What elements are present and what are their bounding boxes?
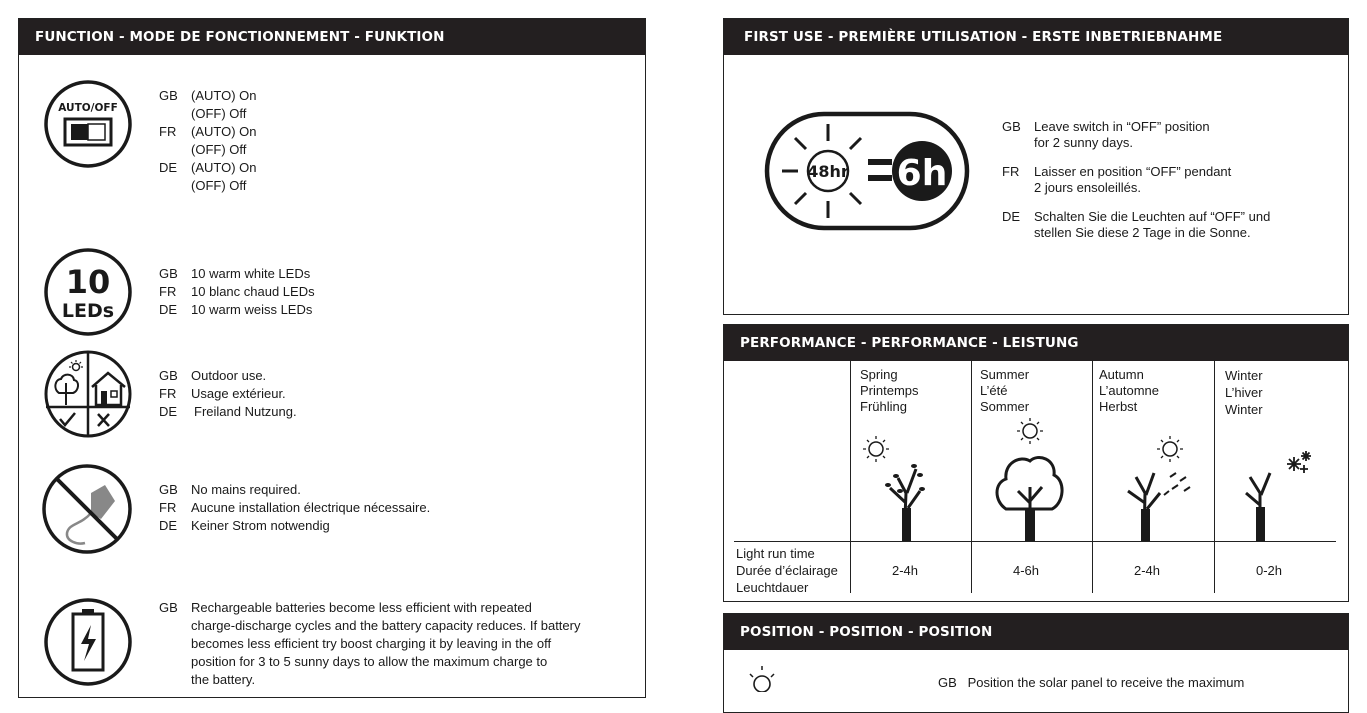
grid-divider xyxy=(971,361,972,593)
lang-code: DE xyxy=(159,160,178,175)
runtime-spring: 2-4h xyxy=(892,563,919,578)
svg-text:48hr: 48hr xyxy=(807,162,849,181)
outdoor-text-block: GB Outdoor use. FR Usage extérieur. DE Freiland Nutzung. xyxy=(159,368,297,419)
season-autumn: Autumn L’automne Herbst xyxy=(1099,367,1159,414)
no-mains-text-block: GB No mains required. FR Aucune installation électrique nécessaire. DE Keiner Strom notwendig xyxy=(159,482,431,533)
outdoor-use-icon xyxy=(43,349,133,439)
season-winter: Winter L’hiver Winter xyxy=(1225,368,1263,417)
winter-tree-icon xyxy=(1234,443,1324,543)
light-run-time-label: Light run time Durée d’éclairage Leuchtdauer xyxy=(736,546,838,595)
ten-leds-icon xyxy=(43,247,133,337)
grid-divider xyxy=(1214,361,1215,593)
autumn-tree-icon xyxy=(1114,433,1204,543)
svg-text:6h: 6h xyxy=(896,153,948,194)
runtime-autumn: 2-4h xyxy=(1134,563,1161,578)
48hr-equals-6h-icon xyxy=(764,111,974,231)
sun-icon xyxy=(744,662,784,692)
season-spring: Spring Printemps Frühling xyxy=(860,367,919,414)
function-panel xyxy=(18,18,646,698)
runtime-winter: 0-2h xyxy=(1256,563,1283,578)
first-use-panel xyxy=(723,18,1349,315)
position-panel xyxy=(723,613,1349,713)
svg-text:LEDs: LEDs xyxy=(61,300,115,322)
season-summer: Summer L’été Sommer xyxy=(980,367,1030,414)
auto-off-switch-icon xyxy=(43,79,133,169)
switch-text-block: GB (AUTO) On (OFF) Off FR (AUTO) On (OFF) Off DE (AUTO) On (OFF) Off xyxy=(159,88,257,193)
grid-divider xyxy=(850,361,851,593)
lang-code: GB xyxy=(159,88,178,103)
no-mains-icon xyxy=(41,463,133,555)
switch-icon-label: AUTO/OFF xyxy=(58,102,118,114)
first-use-title: FIRST USE - PREMIÈRE UTILISATION - ERSTE INBETRIEBNAHME xyxy=(724,19,1348,55)
battery-charge-icon xyxy=(43,597,133,687)
summer-tree-icon xyxy=(992,417,1072,543)
svg-text:10: 10 xyxy=(65,263,111,301)
battery-text-block: GB Rechargeable batteries become less efficient with repeated charge-discharge cycles and the battery capacity reduces. If battery becomes less efficient try boost charging it by leaving in the off position for 3 to 5 sunny days to allow the maximum charge to the battery. xyxy=(159,600,581,687)
runtime-summer: 4-6h xyxy=(1013,563,1040,578)
performance-title: PERFORMANCE - PERFORMANCE - LEISTUNG xyxy=(724,325,1348,361)
position-text: GB Position the solar panel to receive the maximum xyxy=(938,675,1245,690)
function-title: FUNCTION - MODE DE FONCTIONNEMENT - FUNKTION xyxy=(19,19,645,55)
lang-code: FR xyxy=(159,124,177,139)
grid-divider xyxy=(1092,361,1093,593)
first-use-text-block: GB Leave switch in “OFF” position for 2 sunny days. FR Laisser en position “OFF” pendant 2 jours ensoleillés. DE Schalten Sie die Leuchten auf “OFF” und stellen Sie diese 2 Tage in die Sonne. xyxy=(1002,119,1271,240)
performance-panel xyxy=(723,324,1349,602)
leds-text-block: GB 10 warm white LEDs FR 10 blanc chaud LEDs DE 10 warm weiss LEDs xyxy=(159,266,315,317)
spring-tree-icon xyxy=(862,433,952,543)
position-title: POSITION - POSITION - POSITION xyxy=(724,614,1348,650)
